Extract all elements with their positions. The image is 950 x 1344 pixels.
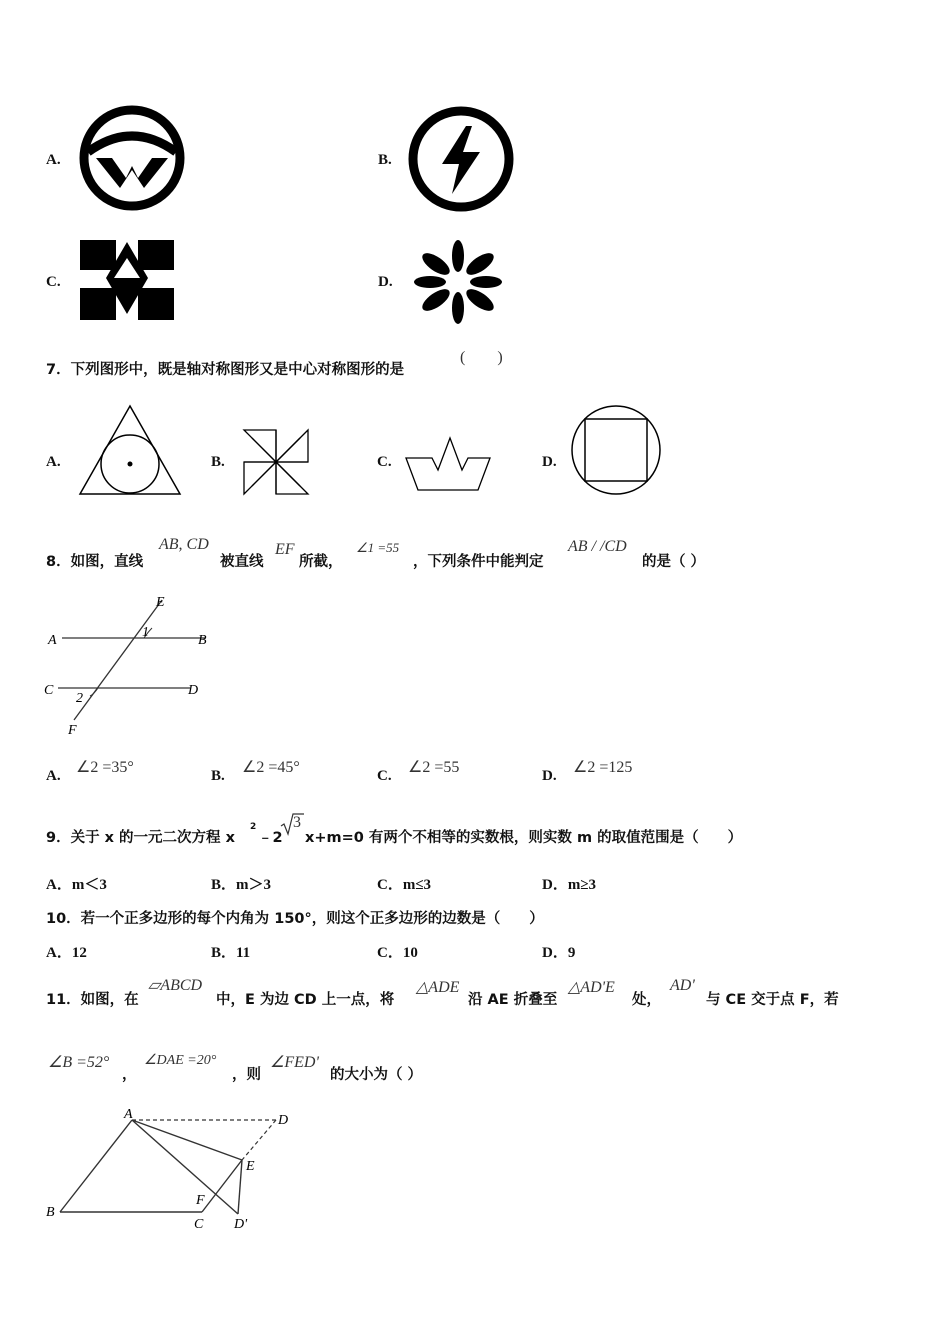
q11-label-e: E [246, 1159, 255, 1174]
q8-label-e: E [156, 595, 165, 610]
q11-stem-part7: ，则 [232, 1067, 261, 1083]
q10-option-a: A．12 [46, 945, 87, 961]
q6-option-b-figure [404, 102, 518, 216]
q6-option-c-figure [76, 238, 178, 324]
q6-option-d-figure [406, 238, 510, 326]
q11-stem-part4: 处， [632, 992, 661, 1008]
q8-option-b-label: B. [211, 768, 225, 784]
q7-option-a-label: A. [46, 454, 61, 470]
q11-math-triangle-adpe: △AD'E [568, 979, 615, 996]
q11-label-a: A [124, 1107, 133, 1122]
q7-option-b-label: B. [211, 454, 225, 470]
q8-math-lines: AB, CD [159, 536, 209, 553]
q8-label-a: A [48, 633, 57, 648]
q8-option-c-math: ∠2 =55 [408, 759, 460, 776]
q11-math-angle-fedp: ∠FED' [270, 1054, 319, 1071]
q11-stem-part5: 与 CE 交于点 F，若 [706, 992, 839, 1008]
q10-option-b: B．11 [211, 945, 251, 961]
q10-option-c: C．10 [377, 945, 418, 961]
q7-option-c-figure [402, 434, 494, 496]
q8-math-angle1: ∠1 =55 [356, 540, 400, 555]
option-b-label: B. [378, 152, 392, 168]
q11-label-c: C [194, 1217, 204, 1232]
q9-sqrt-value: 3 [293, 814, 301, 831]
q9-option-b: B．m＞3 [211, 877, 272, 893]
option-a-label: A. [46, 152, 61, 168]
q11-math-angle-b: ∠B =52° [48, 1054, 110, 1071]
q7-option-b-figure [240, 426, 314, 498]
option-c-label: C. [46, 274, 61, 290]
q8-label-d: D [188, 683, 199, 698]
q11-figure [40, 1100, 300, 1232]
q11-stem-part8: 的大小为（ ） [330, 1067, 423, 1083]
q8-option-c-label: C. [377, 768, 392, 784]
q11-math-adp: AD' [670, 977, 695, 994]
q11-math-parallelogram: ▱ABCD [148, 977, 203, 994]
q9-option-d: D．m≥3 [542, 877, 597, 893]
q7-option-c-label: C. [377, 454, 392, 470]
q7-answer-paren: ( ) [460, 349, 503, 366]
q8-label-c: C [44, 683, 54, 698]
q8-option-d-math: ∠2 =125 [573, 759, 633, 776]
q8-math-parallel: AB / /CD [568, 538, 627, 555]
q11-label-b: B [46, 1205, 55, 1220]
q9-option-a: A．m＜3 [46, 877, 107, 893]
q8-math-transversal: EF [275, 541, 295, 558]
q8-option-a-label: A. [46, 768, 61, 784]
q11-stem-part1: 11．如图，在 [46, 992, 139, 1008]
q6-option-a-figure [74, 100, 190, 216]
q11-math-angle-dae: ∠DAE =20° [144, 1053, 217, 1068]
q8-option-a-math: ∠2 =35° [76, 759, 134, 776]
q8-stem-part2: 被直线 [220, 554, 264, 570]
q8-label-angle1: 1 [142, 625, 149, 640]
q9-option-c: C．m≤3 [377, 877, 432, 893]
q8-stem-part5: 的是（ ） [642, 554, 706, 570]
q11-stem-part6: ， [122, 1067, 137, 1083]
q7-stem: 7．下列图形中，既是轴对称图形又是中心对称图形的是 [46, 362, 405, 378]
q8-option-b-math: ∠2 =45° [242, 759, 300, 776]
q9-stem-part2: ﹣2 [258, 830, 283, 846]
q7-option-d-label: D. [542, 454, 557, 470]
q8-label-f: F [68, 723, 77, 738]
q9-stem-part1: 9．关于 x 的一元二次方程 x [46, 830, 235, 846]
q10-stem: 10．若一个正多边形的每个内角为 150°，则这个正多边形的边数是（ ） [46, 911, 544, 927]
q9-stem-part3: x+m=0 有两个不相等的实数根，则实数 m 的取值范围是（ ） [305, 830, 743, 846]
q8-label-b: B [198, 633, 207, 648]
q8-label-angle2: 2 [76, 691, 83, 706]
q7-option-d-figure [568, 402, 664, 498]
q11-label-f: F [196, 1193, 205, 1208]
q8-stem-part1: 8．如图，直线 [46, 554, 144, 570]
q7-option-a-figure [76, 402, 184, 498]
q11-math-triangle-ade: △ADE [416, 979, 460, 996]
q11-label-d: D [278, 1113, 289, 1128]
q9-exponent: 2 [250, 822, 257, 832]
q11-label-dprime: D' [234, 1217, 248, 1232]
q8-stem-part3: 所截， [299, 554, 343, 570]
q11-stem-part3: 沿 AE 折叠至 [468, 992, 558, 1008]
q8-figure [40, 592, 220, 740]
q8-option-d-label: D. [542, 768, 557, 784]
q10-option-d: D．9 [542, 945, 576, 961]
q8-stem-part4: ，下列条件中能判定 [413, 554, 544, 570]
q11-stem-part2: 中，E 为边 CD 上一点，将 [216, 992, 395, 1008]
option-d-label: D. [378, 274, 393, 290]
